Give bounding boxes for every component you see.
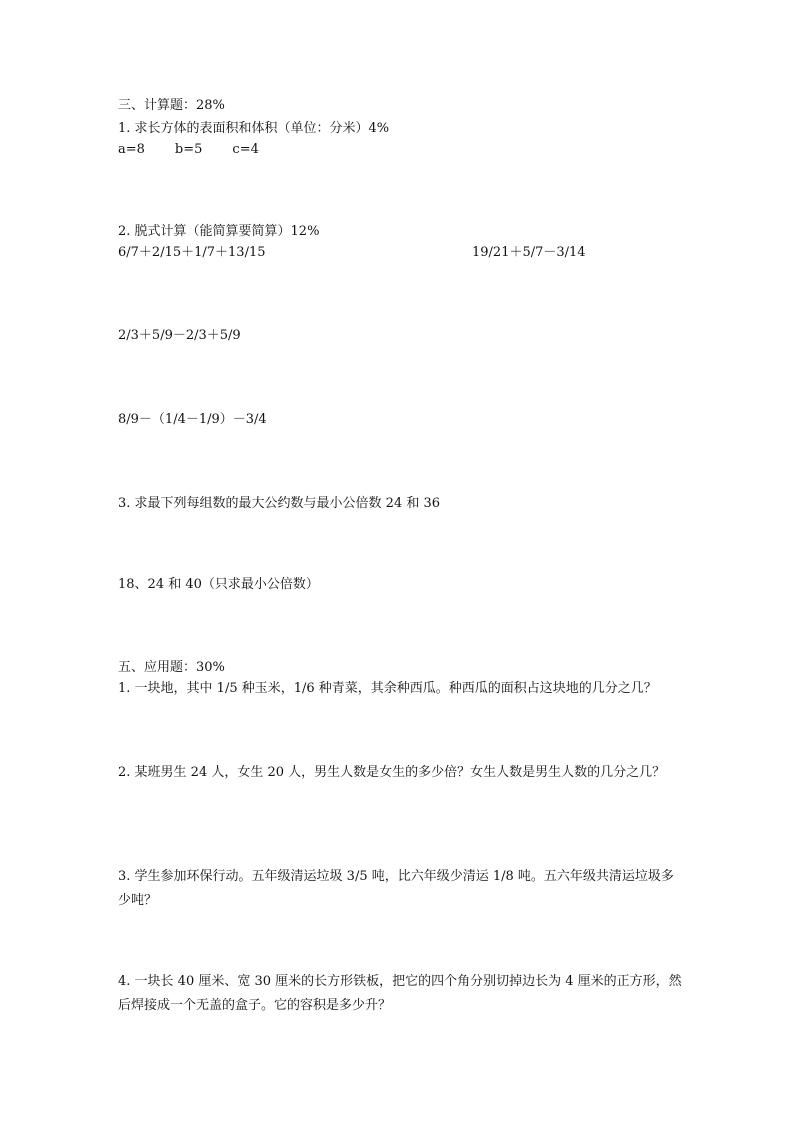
- q2-text: 2. 脱式计算（能简算要简算）12%: [118, 224, 320, 239]
- dim-c: c=4: [232, 142, 259, 157]
- q2-expr-4: 8/9－（1/4－1/9）－3/4: [118, 412, 267, 427]
- q2-expr-2: 19/21＋5/7－3/14: [472, 245, 586, 260]
- q1-text: 1. 求长方体的表面积和体积（单位：分米）4%: [118, 121, 390, 136]
- q2-expr-1: 6/7＋2/15＋1/7＋13/15: [118, 245, 266, 260]
- q2-expr-3: 2/3＋5/9－2/3＋5/9: [118, 328, 241, 343]
- dim-a: a=8: [118, 142, 145, 157]
- q3-text: 3. 求最下列每组数的最大公约数与最小公倍数 24 和 36: [118, 496, 441, 511]
- problem-3: 3. 学生参加环保行动。五年级清运垃圾 3/5 吨，比六年级少清运 1/8 吨。五六年级共清运垃圾多少吨？: [118, 869, 674, 908]
- dim-b: b=5: [174, 142, 203, 157]
- problem-1: 1. 一块地，其中 1/5 种玉米，1/6 种青菜，其余种西瓜。种西瓜的面积占这块地的几分之几？: [118, 681, 657, 696]
- section5-heading: 五、应用题：30%: [118, 660, 225, 675]
- problem-4: 4. 一块长 40 厘米、宽 30 厘米的长方形铁板，把它的四个角分别切掉边长为 4 厘米的正方形，然后焊接成一个无盖的盒子。它的容积是多少升？: [118, 974, 682, 1013]
- section3-heading: 三、计算题：28%: [118, 98, 225, 113]
- problem-2: 2. 某班男生 24 人，女生 20 人，男生人数是女生的多少倍？女生人数是男生人数的几分之几？: [118, 765, 666, 780]
- q3-sub: 18、24 和 40（只求最小公倍数）: [118, 577, 319, 592]
- q1-dimensions: [118, 142, 259, 158]
